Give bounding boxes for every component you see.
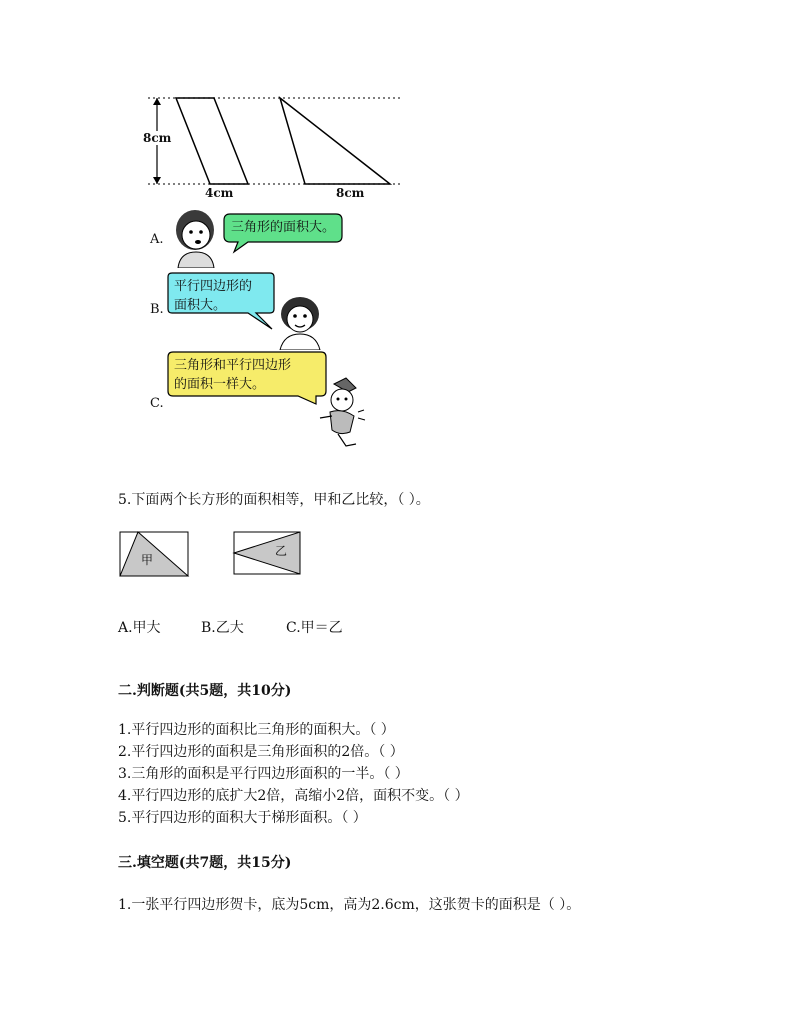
judge-item-4: 4.平行四边形的底扩大2倍，高缩小2倍，面积不变。（ ） (118, 788, 469, 804)
base1-label: 4cm (205, 186, 234, 200)
girl-avatar (270, 292, 330, 350)
label-yi: 乙 (275, 544, 288, 558)
triangle-shape (280, 98, 390, 184)
option-a-letter: A. (150, 232, 164, 247)
label-jia: 甲 (141, 553, 154, 567)
rectangle-jia (118, 530, 192, 580)
rectangle-yi (232, 530, 304, 578)
section3-title: 三.填空题(共7题，共15分) (118, 855, 292, 871)
parallelogram-triangle-figure (140, 90, 410, 205)
option-c-letter: C. (150, 396, 164, 411)
speech-text-b: 平行四边形的 面积大。 (174, 279, 253, 313)
judge-item-2: 2.平行四边形的面积是三角形面积的2倍。（ ） (118, 744, 404, 760)
q5-option-a: A.甲大 (118, 620, 161, 636)
base2-label: 8cm (336, 186, 365, 200)
q5-text: 5.下面两个长方形的面积相等，甲和乙比较，（ ）。 (118, 492, 430, 508)
child-avatar (312, 376, 368, 450)
fill-item-1: 1.一张平行四边形贺卡，底为5cm，高为2.6cm，这张贺卡的面积是（ ）。 (118, 897, 581, 913)
speech-text-c: 三角形和平行四边形 的面积一样大。 (174, 358, 292, 392)
judge-item-3: 3.三角形的面积是平行四边形面积的一半。（ ） (118, 766, 409, 782)
section2-title: 二.判断题(共5题，共10分) (118, 683, 292, 699)
option-b-letter: B. (150, 302, 164, 317)
parallelogram-shape (176, 98, 248, 184)
height-label: 8cm (143, 131, 172, 145)
q5-option-b: B.乙大 (201, 620, 244, 636)
judge-item-5: 5.平行四边形的面积大于梯形面积。（ ） (118, 810, 367, 826)
q5-option-c: C.甲＝乙 (286, 620, 343, 636)
speech-text-a: 三角形的面积大。 (231, 220, 336, 235)
boy-avatar (170, 206, 220, 268)
judge-item-1: 1.平行四边形的面积比三角形的面积大。（ ） (118, 722, 395, 738)
